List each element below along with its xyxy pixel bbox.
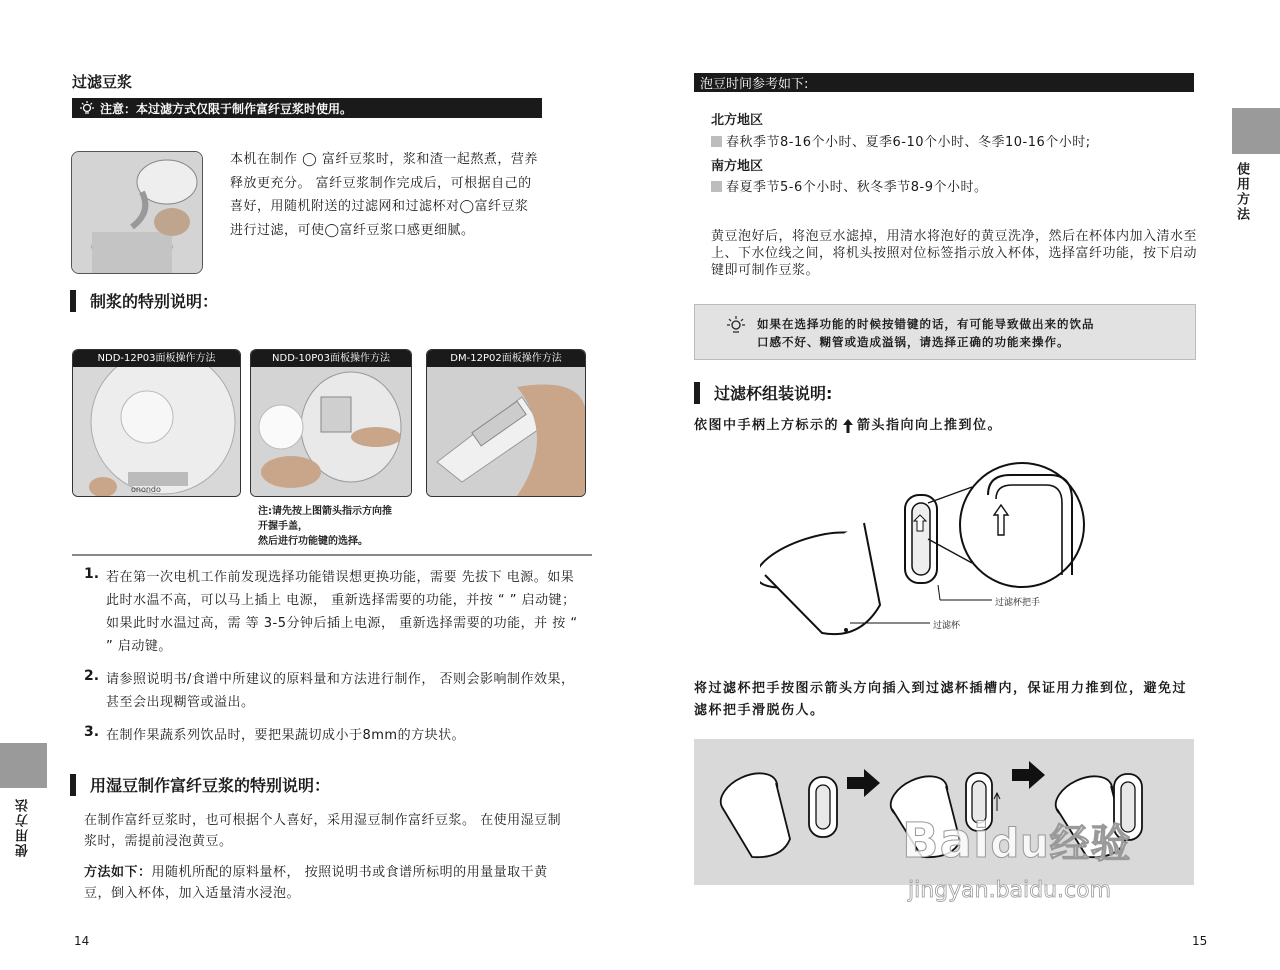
assembly-instruction: [694, 415, 1002, 437]
lightbulb-icon: [725, 315, 747, 335]
item-number: 2.: [84, 668, 100, 684]
south-times-text: 春夏季节5-6个小时、秋冬季节8-9个小时。: [726, 180, 988, 195]
bullet-square-icon: [711, 136, 722, 147]
filter-notice-text: 注意：本过滤方式仅限于制作富纤豆浆时使用。: [100, 101, 353, 116]
panel-dm-12p02: [426, 349, 586, 497]
side-label-right: 使用方法: [1234, 162, 1249, 222]
lightbulb-icon: [78, 100, 96, 116]
warning-line: 口感不好、糊管或造成溢锅，请选择正确的功能来操作。: [757, 335, 1070, 349]
warning-line: 如果在选择功能的时候按错键的话，有可能导致做出来的饮品: [757, 317, 1095, 331]
panel-note-line: 注:请先按上图箭头指示方向推: [258, 506, 392, 517]
item-number: 3.: [84, 724, 100, 740]
brand-text: onondo: [131, 485, 161, 494]
divider: [72, 554, 592, 556]
assembly-instruction-a: 依图中手柄上方标示的: [694, 418, 840, 433]
method-paragraph: [84, 862, 574, 904]
list-item: [84, 724, 580, 747]
label-filter-cup: 过滤杯: [933, 621, 961, 631]
arrow-right-icon: [1012, 761, 1045, 789]
list-item: [84, 668, 580, 714]
panel-label: DM-12P02面板操作方法: [427, 350, 585, 367]
panel-note: [258, 504, 392, 549]
panel-ndd-12p03: [72, 349, 241, 497]
soak-paragraph: 黄豆泡好后，将泡豆水滤掉，用清水将泡好的黄豆洗净，然后在杯体内加入清水至上、下水位线之间，将机头按照对位标签指示放入杯体，选择富纤功能，按下启动键即可制作豆浆。: [711, 229, 1198, 278]
north-times: [711, 132, 1091, 153]
south-times: [711, 177, 987, 198]
south-label: 南方地区: [711, 159, 764, 174]
wet-bean-title: [70, 773, 330, 796]
assembly-title-text: 过滤杯组装说明:: [714, 384, 833, 403]
side-tab-right: [1232, 108, 1280, 154]
filter-handle-drawing: [905, 495, 937, 583]
warning-box: [694, 304, 1196, 360]
notes-list: [84, 566, 580, 747]
method-text: 用随机所配的原料量杯， 按照说明书或食谱所标明的用量量取干黄豆，倒入杯体，加入适量清水浸泡。: [84, 865, 548, 901]
wet-bean-title-text: 用湿豆制作富纤豆浆的特别说明：: [90, 776, 331, 795]
filter-title: 过滤豆浆: [72, 73, 133, 91]
page-number-right: 15: [1192, 934, 1208, 948]
watermark-logo: Baidu经验: [902, 813, 1132, 869]
special-notes-title-text: 制浆的特别说明：: [90, 292, 219, 311]
bullet-square-icon: [711, 181, 722, 192]
insert-instruction: 将过滤杯把手按图示箭头方向插入到过滤杯插槽内，保证用力推到位，避免过滤杯把手滑脱伤人。: [694, 681, 1188, 718]
item-text: 若在第一次电机工作前发现选择功能错误想更换功能，需要 先拔下 电源。如果此时水温不高，可以马上插上 电源， 重新选择需要的功能，并按 “ ” 启动键；如果此时水温过高，需 等 3-5分钟后插上电源， 重新选择需要的功能，并 按 “ ” 启动键。: [106, 570, 578, 654]
assembly-diagram: [760, 455, 1090, 655]
item-text: 在制作果蔬系列饮品时，要把果蔬切成小于8mm的方块状。: [106, 728, 466, 743]
north-label: 北方地区: [711, 113, 764, 128]
method-label: 方法如下：: [84, 865, 152, 880]
panel-label: NDD-12P03面板操作方法: [73, 350, 240, 367]
side-label-left: 使用方法: [16, 797, 31, 857]
panel-note-line: 开握手盖，: [258, 521, 308, 532]
filter-cup-drawing: [760, 521, 880, 634]
cup-step-1: [714, 765, 837, 857]
panel-note-line: 然后进行功能键的选择。: [258, 536, 368, 547]
watermark-url: jingyan.baidu.com: [908, 878, 1112, 903]
filter-photo: [71, 151, 203, 274]
filter-notice-bar: [72, 98, 542, 118]
item-number: 1.: [84, 566, 100, 582]
filter-paragraph: 本机在制作 ◯ 富纤豆浆时，浆和渣一起熬煮，营养释放更充分。 富纤豆浆制作完成后，可根据自己的喜好，用随机附送的过滤网和过滤杯对◯富纤豆浆进行过滤，可使◯富纤豆浆口感更细腻。: [230, 152, 538, 238]
side-tab-left: [0, 743, 47, 788]
assembly-title: [694, 381, 832, 404]
arrow-up-icon: [842, 418, 854, 434]
item-text: 请参照说明书/食谱中所建议的原料量和方法进行制作， 否则会影响制作效果，甚至会出现糊管或溢出。: [106, 672, 575, 710]
wet-bean-paragraph: 在制作富纤豆浆时，也可根据个人喜好，采用湿豆制作富纤豆浆。 在使用湿豆制浆时，需提前浸泡黄豆。: [84, 813, 562, 849]
assembly-instruction-b: 箭头指向向上推到位。: [857, 418, 1003, 433]
panel-label: NDD-10P03面板操作方法: [251, 350, 411, 367]
page-number-left: 14: [74, 934, 90, 948]
warning-text: [757, 315, 1095, 351]
panel-ndd-10p03: [250, 349, 412, 497]
north-times-text: 春秋季节8-16个小时、夏季6-10个小时、冬季10-16个小时;: [726, 135, 1091, 150]
list-item: [84, 566, 580, 658]
special-notes-title: [70, 289, 218, 312]
soak-time-header: 泡豆时间参考如下:: [694, 73, 1194, 92]
label-filter-handle: 过滤杯把手: [995, 598, 1041, 608]
arrow-right-icon: [847, 769, 880, 797]
